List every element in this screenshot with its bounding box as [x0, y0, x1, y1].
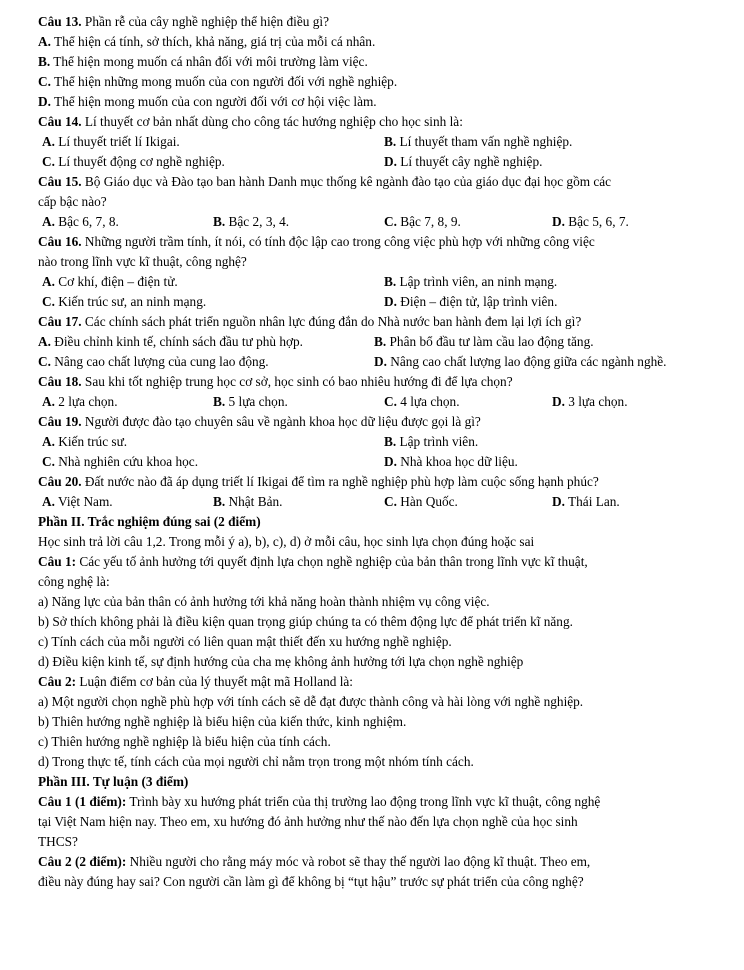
options-row [38, 354, 732, 371]
question-text-cont: điều này đúng hay sai? Con người cần làm gì để không bị “tụt hậu” trước sự phát triển của công nghệ? [38, 874, 584, 889]
option-key: A. [38, 334, 51, 349]
options-row [42, 434, 732, 451]
question-text: Sau khi tốt nghiệp trung học cơ sở, học sinh có bao nhiêu hướng đi để lựa chọn? [81, 374, 513, 389]
option-text: Lí thuyết cây nghề nghiệp. [396, 154, 543, 169]
question-text: Lí thuyết cơ bản nhất dùng cho công tác hướng nghiệp cho học sinh là: [81, 114, 463, 129]
question-text: Các yếu tố ảnh hưởng tới quyết định lựa chọn nghề nghiệp của bản thân trong lĩnh vực kĩ thuật, [76, 554, 588, 569]
option-d [384, 454, 518, 470]
option-text: Lí thuyết tham vấn nghề nghiệp. [396, 134, 573, 149]
option-key: D. [552, 494, 565, 509]
section-instructions: Học sinh trả lời câu 1,2. Trong mỗi ý a), b), c), d) ở mỗi câu, học sinh lựa chọn đúng hoặc sai [38, 534, 535, 549]
option-key: B. [384, 134, 397, 149]
options-row [42, 494, 732, 511]
option-b [213, 494, 282, 510]
statement-b: b) Sở thích không phải là điều kiện quan trọng giúp chúng ta có thêm động lực để phát triển kĩ năng. [38, 614, 573, 629]
option-text: Điều chỉnh kinh tế, chính sách đầu tư phù hợp. [50, 334, 303, 349]
option-text: Thể hiện mong muốn cá nhân đối với môi trường làm việc. [50, 54, 368, 69]
question-number: Câu 1: [38, 554, 77, 569]
option-d [552, 394, 628, 410]
option-key: D. [374, 354, 387, 369]
option-key: A. [42, 134, 55, 149]
statement-d: d) Điều kiện kinh tế, sự định hướng của cha mẹ không ảnh hưởng tới lựa chọn nghề nghiệp [38, 654, 524, 669]
essay-question-2 [38, 854, 590, 871]
option-key: A. [42, 434, 55, 449]
option-text: Bậc 6, 7, 8. [54, 214, 119, 229]
option-key: A. [42, 214, 55, 229]
option-key: C. [38, 354, 51, 369]
statement-d: d) Trong thực tế, tính cách của mọi người chỉ nằm trọn trong một nhóm tính cách. [38, 754, 474, 769]
essay-question-1 [38, 794, 600, 811]
option-text: Lập trình viên, an ninh mạng. [396, 274, 558, 289]
option-text: 2 lựa chọn. [54, 394, 118, 409]
option-d [552, 494, 620, 510]
option-d [374, 354, 666, 370]
option-d [38, 94, 377, 111]
option-key: C. [42, 294, 55, 309]
option-text: 5 lựa chọn. [225, 394, 288, 409]
option-key: C. [42, 454, 55, 469]
option-text: Nhà khoa học dữ liệu. [396, 454, 518, 469]
option-b [213, 214, 289, 230]
tf-question-2 [38, 674, 353, 691]
option-a [38, 34, 375, 51]
question-text-cont: tại Việt Nam hiện nay. Theo em, xu hướng đó ảnh hưởng như thế nào đến lựa chọn nghề của học sinh [38, 814, 578, 829]
options-row [42, 134, 732, 151]
option-a [38, 334, 303, 350]
option-key: B. [38, 54, 51, 69]
options-row [42, 214, 732, 231]
question-text: Trình bày xu hướng phát triển của thị trường lao động trong lĩnh vực kĩ thuật, công nghệ [126, 794, 601, 809]
option-text: Nhật Bản. [225, 494, 283, 509]
option-key: A. [38, 34, 51, 49]
option-b [384, 134, 572, 150]
option-key: D. [384, 454, 397, 469]
option-b [213, 394, 288, 410]
option-b [384, 274, 557, 290]
option-c [42, 294, 206, 310]
question-number: Câu 18. [38, 374, 82, 389]
options-row [38, 334, 732, 351]
option-key: C. [38, 74, 51, 89]
option-key: D. [552, 394, 565, 409]
options-row [42, 294, 732, 311]
options-row [42, 274, 732, 291]
option-text: Kiến trúc sư. [54, 434, 128, 449]
question-number: Câu 2: [38, 674, 77, 689]
question-number: Câu 19. [38, 414, 82, 429]
section-title-text: Phần III. Tự luận (3 điểm) [38, 774, 189, 789]
option-key: C. [384, 214, 397, 229]
option-text: Lí thuyết triết lí Ikigai. [54, 134, 180, 149]
option-text: Lí thuyết động cơ nghề nghiệp. [54, 154, 225, 169]
question-number: Câu 16. [38, 234, 82, 249]
option-text: 3 lựa chọn. [564, 394, 628, 409]
option-c [42, 454, 198, 470]
option-text: Bậc 7, 8, 9. [396, 214, 461, 229]
statement-a: a) Năng lực của bản thân có ảnh hưởng tới khả năng hoàn thành nhiệm vụ công việc. [38, 594, 490, 609]
option-text: Điện – điện tử, lập trình viên. [396, 294, 558, 309]
question-text: Người được đào tạo chuyên sâu về ngành khoa học dữ liệu được gọi là gì? [81, 414, 481, 429]
option-key: D. [552, 214, 565, 229]
options-row [42, 394, 732, 411]
question-number: Câu 15. [38, 174, 82, 189]
option-key: B. [384, 274, 397, 289]
option-text: Thể hiện những mong muốn của con người đối với nghề nghiệp. [50, 74, 398, 89]
statement-b: b) Thiên hướng nghề nghiệp là biểu hiện của kiến thức, kinh nghiệm. [38, 714, 407, 729]
option-key: D. [38, 94, 51, 109]
option-d [384, 154, 542, 170]
question-20 [38, 474, 599, 491]
option-b [374, 334, 594, 350]
option-text: Thể hiện cá tính, sở thích, khả năng, giá trị của mỗi cá nhân. [50, 34, 376, 49]
option-text: Cơ khí, điện – điện tử. [54, 274, 178, 289]
option-key: B. [384, 434, 397, 449]
question-text: Nhiều người cho rằng máy móc và robot sẽ thay thế người lao động kĩ thuật. Theo em, [126, 854, 591, 869]
option-b [38, 54, 368, 71]
option-c [38, 74, 397, 91]
section-title-part-2 [38, 514, 261, 531]
options-row [42, 154, 732, 171]
option-a [42, 494, 113, 510]
option-key: C. [384, 494, 397, 509]
option-a [42, 214, 119, 230]
option-c [384, 214, 461, 230]
option-text: Lập trình viên. [396, 434, 479, 449]
question-text-cont: nào trong lĩnh vực kĩ thuật, công nghệ? [38, 254, 247, 269]
option-key: D. [384, 294, 397, 309]
option-key: B. [213, 394, 226, 409]
option-key: A. [42, 394, 55, 409]
option-key: A. [42, 494, 55, 509]
option-text: Bậc 2, 3, 4. [225, 214, 290, 229]
question-number: Câu 20. [38, 474, 82, 489]
statement-a: a) Một người chọn nghề phù hợp với tính cách sẽ dễ đạt được thành công và hài lòng với nghề nghiệp. [38, 694, 584, 709]
option-b [384, 434, 478, 450]
question-text: Luận điểm cơ bản của lý thuyết mật mã Holland là: [76, 674, 353, 689]
option-text: Việt Nam. [54, 494, 113, 509]
option-d [552, 214, 629, 230]
option-key: B. [213, 494, 226, 509]
question-text: Đất nước nào đã áp dụng triết lí Ikigai để tìm ra nghề nghiệp phù hợp làm cuộc sống hạnh phúc? [81, 474, 599, 489]
question-number: Câu 14. [38, 114, 82, 129]
option-text: Bậc 5, 6, 7. [564, 214, 629, 229]
statement-c: c) Thiên hướng nghề nghiệp là biểu hiện của tính cách. [38, 734, 331, 749]
option-key: D. [384, 154, 397, 169]
question-text: Những người trầm tính, ít nói, có tính độc lập cao trong công việc phù hợp với những công việc [81, 234, 595, 249]
option-a [42, 394, 118, 410]
option-text: Phân bổ đầu tư làm cầu lao động tăng. [386, 334, 594, 349]
question-18 [38, 374, 513, 391]
option-c [384, 494, 458, 510]
options-row [42, 454, 732, 471]
section-title-text: Phần II. Trắc nghiệm đúng sai (2 điểm) [38, 514, 261, 529]
option-d [384, 294, 557, 310]
option-key: C. [42, 154, 55, 169]
option-key: C. [384, 394, 397, 409]
question-text: Phần rễ của cây nghề nghiệp thể hiện điều gì? [81, 14, 329, 29]
option-key: B. [374, 334, 387, 349]
question-number: Câu 17. [38, 314, 82, 329]
option-key: B. [213, 214, 226, 229]
question-number: Câu 13. [38, 14, 82, 29]
question-number: Câu 1 (1 điểm): [38, 794, 127, 809]
option-text: Nâng cao chất lượng của cung lao động. [50, 354, 269, 369]
option-c [42, 154, 225, 170]
option-a [42, 134, 180, 150]
option-text: Thể hiện mong muốn của con người đối với cơ hội việc làm. [50, 94, 377, 109]
question-19 [38, 414, 481, 431]
section-title-part-3 [38, 774, 188, 791]
question-15 [38, 174, 611, 191]
question-text-cont: cấp bậc nào? [38, 194, 107, 209]
option-a [42, 274, 178, 290]
statement-c: c) Tính cách của mỗi người có liên quan mật thiết đến xu hướng nghề nghiệp. [38, 634, 452, 649]
option-c [38, 354, 269, 370]
option-text: 4 lựa chọn. [396, 394, 460, 409]
option-key: A. [42, 274, 55, 289]
question-text-cont: công nghệ là: [38, 574, 110, 589]
tf-question-1 [38, 554, 588, 571]
option-c [384, 394, 460, 410]
question-number: Câu 2 (2 điểm): [38, 854, 127, 869]
question-13 [38, 14, 329, 31]
option-text: Nhà nghiên cứu khoa học. [54, 454, 199, 469]
option-a [42, 434, 127, 450]
option-text: Hàn Quốc. [396, 494, 458, 509]
option-text: Nâng cao chất lượng lao động giữa các ngành nghề. [386, 354, 667, 369]
option-text: Thái Lan. [564, 494, 620, 509]
question-text: Các chính sách phát triển nguồn nhân lực đúng đắn do Nhà nước ban hành đem lại lợi ích gì? [81, 314, 582, 329]
question-text: Bộ Giáo dục và Đào tạo ban hành Danh mục thống kê ngành đào tạo của giáo dục đại học gồm các [81, 174, 612, 189]
question-16 [38, 234, 595, 251]
option-text: Kiến trúc sư, an ninh mạng. [54, 294, 207, 309]
question-17 [38, 314, 581, 331]
question-14 [38, 114, 463, 131]
question-text-cont: THCS? [38, 834, 78, 849]
